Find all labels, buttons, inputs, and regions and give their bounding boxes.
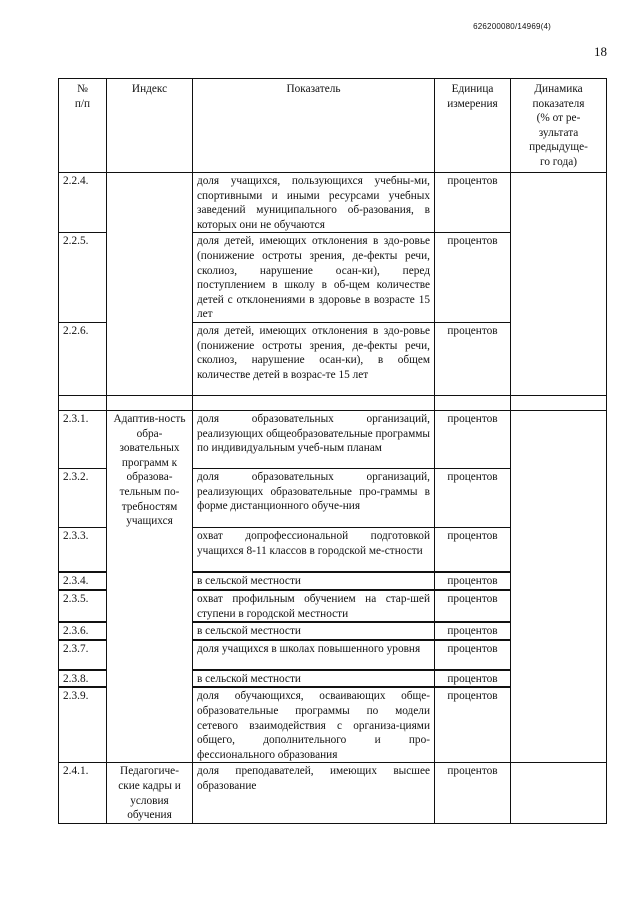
row-unit: процентов xyxy=(435,233,511,323)
row-indicator: доля учащихся в школах повышенного уровня xyxy=(193,640,435,670)
row-unit: процентов xyxy=(435,640,511,670)
row-number: 2.3.6. xyxy=(59,622,107,640)
header-dynamics: Динамика показателя (% от ре- зультата предыдуще- го года) xyxy=(511,79,607,173)
row-dynamics xyxy=(511,763,607,823)
row-number: 2.3.3. xyxy=(59,527,107,572)
page-number: 18 xyxy=(594,44,607,59)
row-indicator: доля преподавателей, имеющих высшее образование xyxy=(193,763,435,823)
row-indicator: в сельской местности xyxy=(193,572,435,590)
table-row xyxy=(59,173,607,233)
row-indicator: доля учащихся, пользующихся учебны-ми, спортивными и иными ресурсами учебных заведений муниципального об-разования, в которых они не обучаются xyxy=(193,173,435,233)
row-number: 2.3.7. xyxy=(59,640,107,670)
row-dynamics xyxy=(511,173,607,396)
row-index: Педагогиче-ские кадры и условия обучения xyxy=(107,763,193,823)
row-number: 2.4.1. xyxy=(59,763,107,823)
row-number: 2.3.1. xyxy=(59,410,107,468)
row-unit: процентов xyxy=(435,687,511,762)
header-number: № п/п xyxy=(59,79,107,173)
row-unit: процентов xyxy=(435,763,511,823)
row-unit: процентов xyxy=(435,527,511,572)
row-unit: процентов xyxy=(435,322,511,395)
row-unit: процентов xyxy=(435,468,511,527)
row-number: 2.3.9. xyxy=(59,687,107,762)
table-row xyxy=(59,763,607,823)
row-indicator: охват профильным обучением на стар-шей ступени в городской местности xyxy=(193,590,435,622)
row-index: Адаптив-ность обра-зовательных программ к образова-тельным по-требностям учащихся xyxy=(107,410,193,762)
header-indicator: Показатель xyxy=(193,79,435,173)
row-indicator: доля образовательных организаций, реализующих образовательные про-граммы в форме дистанционного обуче-ния xyxy=(193,468,435,527)
row-unit: процентов xyxy=(435,173,511,233)
indicators-table xyxy=(58,78,607,824)
document-code: 626200080/14969(4) xyxy=(473,22,551,31)
row-number: 2.3.8. xyxy=(59,670,107,688)
row-indicator: охват допрофессиональной подготовкой учащихся 8-11 классов в городской ме-стности xyxy=(193,527,435,572)
header-index: Индекс xyxy=(107,79,193,173)
row-indicator: в сельской местности xyxy=(193,622,435,640)
row-number: 2.3.5. xyxy=(59,590,107,622)
row-number: 2.3.2. xyxy=(59,468,107,527)
row-indicator: доля детей, имеющих отклонения в здо-ровье (понижение остроты зрения, де-фекты речи, сколиоз, нарушение осан-ки), перед поступлением в школу в об-щем количестве детей с отклонениями в здоровье в возрасте 15 лет xyxy=(193,233,435,323)
row-number: 2.3.4. xyxy=(59,572,107,590)
row-unit: процентов xyxy=(435,622,511,640)
header-unit: Единица измерения xyxy=(435,79,511,173)
row-unit: процентов xyxy=(435,590,511,622)
row-index xyxy=(107,173,193,396)
row-spacer xyxy=(59,395,607,410)
row-indicator: доля обучающихся, осваивающих обще-образовательные программы по модели сетевого взаимодействия с организа-циями общего, дополнительного и про-фессионального образования xyxy=(193,687,435,762)
row-number: 2.2.6. xyxy=(59,322,107,395)
row-indicator: в сельской местности xyxy=(193,670,435,688)
row-unit: процентов xyxy=(435,670,511,688)
row-unit: процентов xyxy=(435,410,511,468)
row-dynamics xyxy=(511,410,607,762)
table-header-row xyxy=(59,79,607,173)
row-unit: процентов xyxy=(435,572,511,590)
table-row xyxy=(59,410,607,468)
row-indicator: доля образовательных организаций, реализующих общеобразовательные программы по индивидуальным учеб-ным планам xyxy=(193,410,435,468)
row-number: 2.2.5. xyxy=(59,233,107,323)
row-indicator: доля детей, имеющих отклонения в здо-ровье (понижение остроты зрения, де-фекты речи, сколиоз, нарушение осан-ки), в общем количестве детей в возрас-те 15 лет xyxy=(193,322,435,395)
row-number: 2.2.4. xyxy=(59,173,107,233)
